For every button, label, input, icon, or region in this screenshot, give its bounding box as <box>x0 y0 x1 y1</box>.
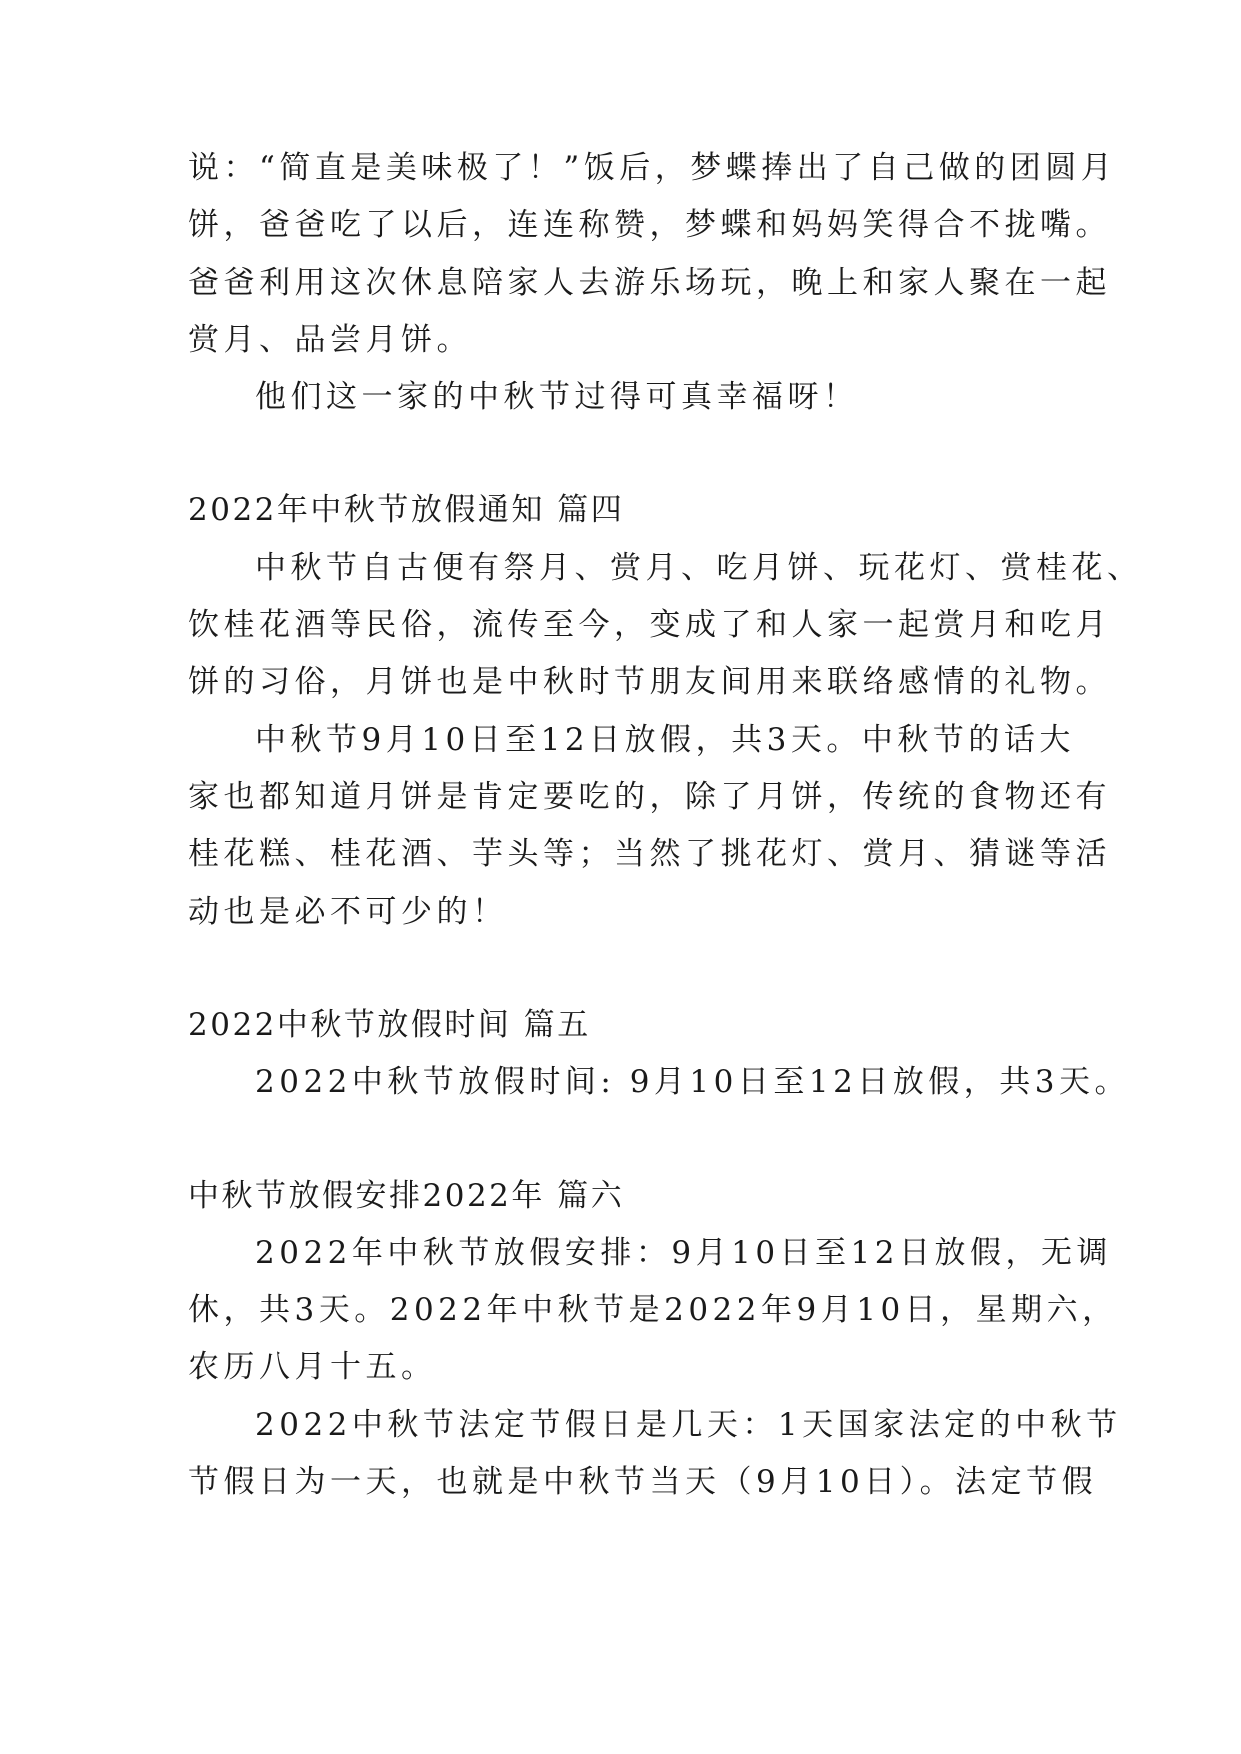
section-heading-6: 中秋节放假安排2022年 篇六 <box>188 1178 625 1214</box>
section-heading-4: 2022年中秋节放假通知 篇四 <box>188 492 625 528</box>
paragraph-line: 饼，爸爸吃了以后，连连称赞，梦蝶和妈妈笑得合不拢嘴。 <box>188 207 1111 243</box>
paragraph-line: 中秋节自古便有祭月、赏月、吃月饼、玩花灯、赏桂花、 <box>255 550 1143 586</box>
paragraph-line: 中秋节9月10日至12日放假，共3天。中秋节的话大 <box>255 722 1075 758</box>
paragraph-line: 他们这一家的中秋节过得可真幸福呀！ <box>255 379 859 415</box>
paragraph-line: 2022中秋节法定节假日是几天：1天国家法定的中秋节 <box>255 1407 1122 1443</box>
paragraph-line: 赏月、品尝月饼。 <box>188 322 472 358</box>
paragraph-line: 饮桂花酒等民俗，流传至今，变成了和人家一起赏月和吃月 <box>188 607 1111 643</box>
paragraph-line: 动也是必不可少的！ <box>188 894 508 930</box>
section-heading-5: 2022中秋节放假时间 篇五 <box>188 1007 591 1043</box>
paragraph-line: 说：“简直是美味极了！”饭后，梦蝶捧出了自己做的团圆月 <box>188 150 1117 186</box>
paragraph-line: 家也都知道月饼是肯定要吃的，除了月饼，传统的食物还有 <box>188 779 1111 815</box>
paragraph-line: 2022年中秋节放假安排：9月10日至12日放假，无调 <box>255 1235 1113 1271</box>
paragraph-line: 农历八月十五。 <box>188 1349 437 1385</box>
paragraph-line: 节假日为一天，也就是中秋节当天（9月10日）。法定节假 <box>188 1464 1098 1500</box>
paragraph-line: 桂花糕、桂花酒、芋头等；当然了挑花灯、赏月、猜谜等活 <box>188 836 1111 872</box>
paragraph-line: 爸爸利用这次休息陪家人去游乐场玩，晚上和家人聚在一起 <box>188 265 1111 301</box>
paragraph-line: 饼的习俗，月饼也是中秋时节朋友间用来联络感情的礼物。 <box>188 664 1111 700</box>
paragraph-line: 休，共3天。2022年中秋节是2022年9月10日，星期六， <box>188 1292 1118 1328</box>
paragraph-line: 2022中秋节放假时间: 9月10日至12日放假，共3天。 <box>255 1064 1131 1100</box>
